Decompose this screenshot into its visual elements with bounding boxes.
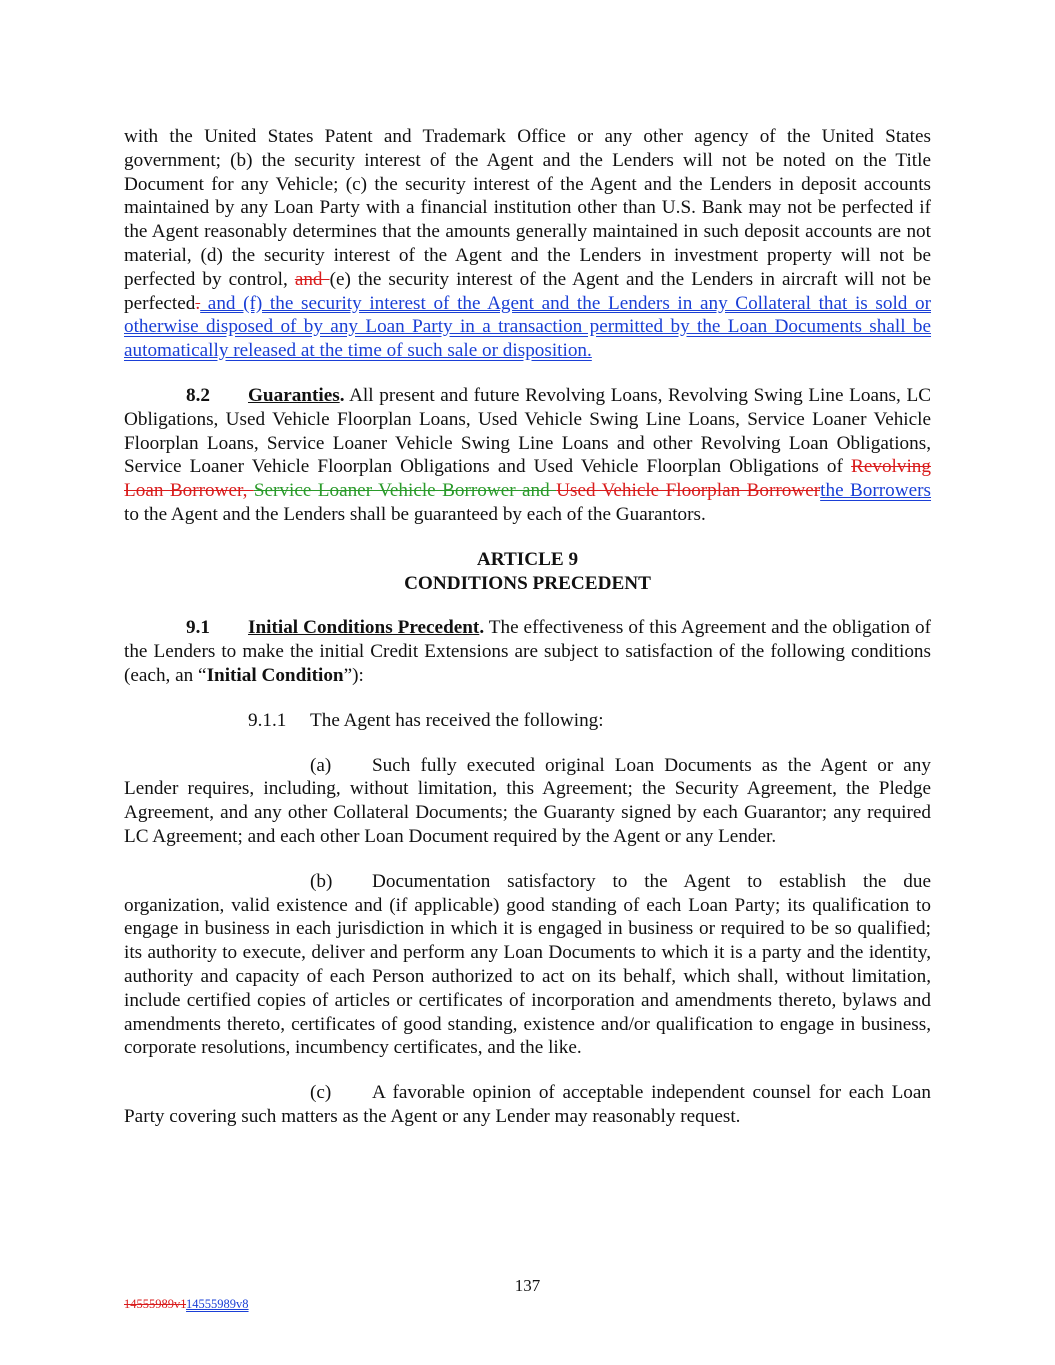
item-text: Documentation satisfactory to the Agent to establish the due organization, valid existence and (if applicable) good standing of each Loan Party; its qualification to engage in business in each jurisdiction in which it is engaged in business or required to be so qualified; its authority to execute, deliver and perform any Loan Documents to which it is a party and the identity, authority and capacity of each Person authorized to act on its behalf, which shall, without limitation, include certified copies of articles or certificates of incorporation and amendments thereto, bylaws and amendments thereto, certificates of good standing, existence and/or qualification to engage in business, corporate resolutions, incumbency certificates, and the like. [124,870,931,1059]
document-id [124,1297,249,1312]
article-name: CONDITIONS PRECEDENT [404,572,651,594]
paragraph-continued [124,125,931,363]
heading-period: . [479,617,485,639]
inserted-text: the Borrowers [820,480,932,502]
item-c [124,1081,931,1129]
section-heading: Initial Conditions Precedent [248,617,480,639]
deleted-text: . [195,292,201,314]
inserted-text: and (f) the security interest of the Agent and the Lenders in any Collateral that is sold or otherwise disposed of by any Loan Party in a transaction permitted by the Loan Documents shall be automatically released at the time of such sale or disposition. [124,292,931,362]
section-number: 8.2 [186,384,210,406]
doc-id-old: 14555989v1 [124,1297,187,1311]
text-run: to the Agent and the Lenders shall be guaranteed by each of the Guarantors. [124,503,706,525]
heading-period: . [339,384,345,406]
text-run: with the United States Patent and Trademark Office or any other agency of the United States government; (b) the security interest of the Agent and the Lenders will not be noted on the Title Document for any Vehicle; (c) the security interest of the Agent and the Lenders in deposit accounts maintained by any Loan Party with a financial institution other than U.S. Bank may not be perfected if the Agent reasonably determines that the amounts generally maintained in such deposit accounts are not material, (d) the security interest of the Agent and the Lenders in investment property will not be perfected by control, [124,126,931,290]
item-label: (b) [310,870,333,892]
text-run: ”): [343,664,364,686]
item-text: Such fully executed original Loan Documents as the Agent or any Lender requires, including, without limitation, this Agreement; the Security Agreement, the Pledge Agreement, and any other Collateral Documents; the Guaranty signed by each Guarantor; any required LC Agreement; and each other Loan Document required by the Agent or any Lender. [124,754,931,847]
deleted-text: Used Vehicle Floorplan Borrower [556,480,821,502]
item-b [124,870,931,1060]
article-title [124,548,931,596]
item-text: A favorable opinion of acceptable independent counsel for each Loan Party covering such matters as the Agent or any Lender may reasonably request. [124,1082,931,1127]
section-number: 9.1 [186,617,210,639]
text-run: All present and future Revolving Loans, Revolving Swing Line Loans, LC Obligations, Used Vehicle Floorplan Loans, Used Vehicle Swing Line Loans, Service Loaner Vehicle Floorplan Loans, Service Loaner Vehicle Swing Line Loans and other Revolving Loan Obligations, Service Loaner Vehicle Floorplan Obligations and Used Vehicle Floorplan Obligations of [124,384,931,478]
page-number: 137 [514,1276,541,1295]
item-a [124,754,931,849]
item-label: (a) [310,754,332,776]
section-heading: Guaranties [248,384,340,406]
section-8-2 [124,384,931,527]
text-run: The effectiveness of this Agreement and the obligation of the Lenders to make the initial Credit Extensions are subject to satisfaction of the following conditions (each, an “ [124,617,931,686]
defined-term: Initial Condition [206,664,344,686]
text-run: (e) the security interest of the Agent and the Lenders in aircraft will not be perfected [124,268,931,314]
section-9-1 [124,616,931,687]
section-text: The Agent has received the following: [310,709,604,731]
section-9-1-1 [124,709,931,733]
article-number: ARTICLE 9 [476,548,579,570]
deleted-text: Revolving Loan Borrower, [124,456,931,502]
moved-deleted-text: Service Loaner Vehicle Borrower and [253,480,557,502]
item-label: (c) [310,1082,332,1104]
document-page [124,125,931,1129]
section-number: 9.1.1 [248,709,287,731]
deleted-text: and [294,268,330,290]
doc-id-new: 14555989v8 [186,1297,249,1311]
